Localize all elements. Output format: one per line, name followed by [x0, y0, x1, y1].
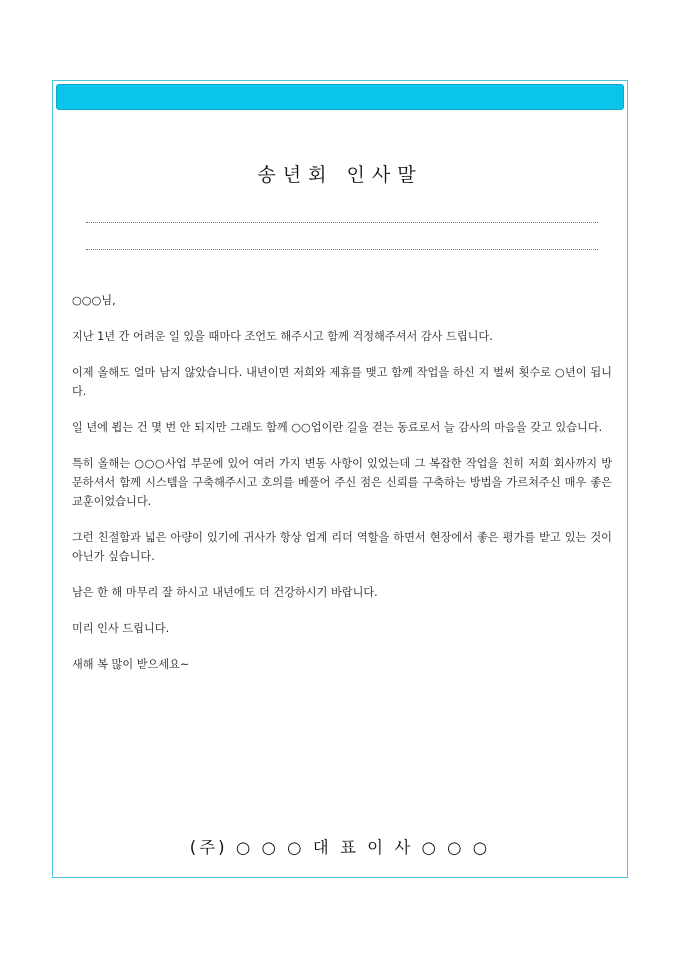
- paragraph: 지난 1년 간 어려운 일 있을 때마다 조언도 해주시고 함께 걱정해주셔서 감사 드립니다.: [72, 330, 493, 343]
- paragraph: 특히 올해는 ○○○사업 부문에 있어 여러 가지 변동 사항이 있었는데 그 복잡한 작업을 친히 저희 회사까지 방문하셔서 함께 시스템을 구축해주시고 호의를 베풀어 주신 점은 신뢰를 구축하는 방법을 가르쳐주신 매우 좋은 교훈이었습니다.: [72, 457, 612, 508]
- signature: (주) ○ ○ ○ 대 표 이 사 ○ ○ ○: [189, 838, 491, 857]
- paragraph: 그런 친절함과 넓은 아량이 있기에 귀사가 항상 업계 리더 역할을 하면서 현장에서 좋은 평가를 받고 있는 것이 아닌가 싶습니다.: [72, 531, 612, 563]
- header-bar: [56, 84, 624, 110]
- paragraph: 남은 한 해 마무리 잘 하시고 내년에도 더 건강하시기 바랍니다.: [72, 586, 378, 599]
- paragraph: 미리 인사 드립니다.: [72, 622, 170, 635]
- paragraph: 일 년에 뵙는 건 몇 번 안 되지만 그래도 함께 ○○업이란 길을 걷는 동료로서 늘 감사의 마음을 갖고 있습니다.: [72, 421, 603, 434]
- salutation: ○○○님,: [72, 294, 116, 307]
- closing-line: 새해 복 많이 받으세요~: [72, 658, 190, 671]
- paragraph: 이제 올해도 얼마 남지 않았습니다. 내년이면 저희와 제휴를 맺고 함께 작업을 하신 지 벌써 횟수로 ○년이 됩니다.: [72, 366, 612, 398]
- dotted-divider-top: [86, 222, 598, 223]
- dotted-divider-bottom: [86, 249, 598, 250]
- letter-body: [72, 291, 612, 691]
- page-title: 송년회 인사말: [257, 164, 423, 186]
